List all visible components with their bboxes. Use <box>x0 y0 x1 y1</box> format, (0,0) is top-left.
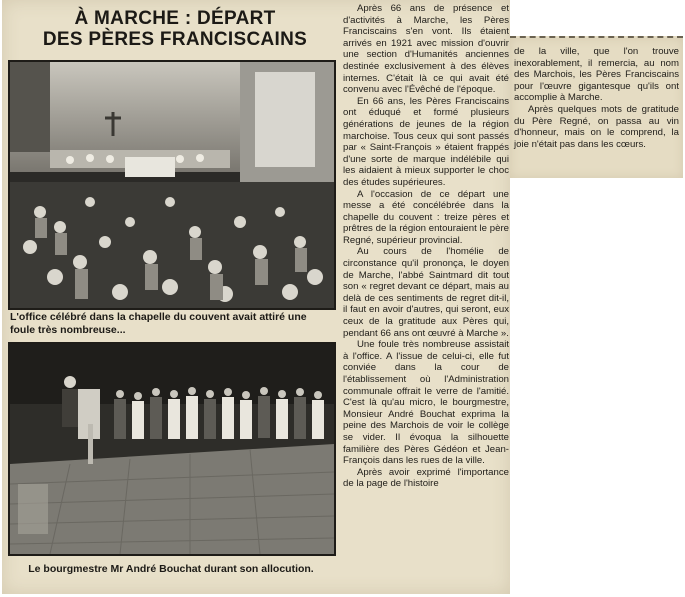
photo-1-caption: L'office célébré dans la chapelle du couvent avait attiré une foule très nombreuse... <box>10 311 307 336</box>
article-column-1 <box>343 3 509 490</box>
photo-chapel-mass <box>8 60 336 310</box>
article-continuation-paragraph: de la ville, que l'on trouve inexorablement, il remercia, au nom des Marchois, les Pères Franciscains pour l'œuvre gigantesque qu'ils ont accomplie à Marche. <box>514 46 679 104</box>
article-paragraph: Une foule très nombreuse assistait à l'office. A l'issue de celui-ci, elle fut conviée dans la cour de l'établissement où l'Administration communale offrait le verre de l'amitié. C'est là qu'au micro, le bourgmestre, Monsieur André Bouchat exprima la peine des Marchois de voir le collège se vider. Il évoqua la silhouette familière des Pères Gédéon et Jean-François dans les rues de la ville. <box>343 339 509 467</box>
headline <box>14 8 336 50</box>
headline-line-1: À MARCHE : DÉPART <box>74 8 276 29</box>
article-paragraph: Après 66 ans de présence et d'activités à Marche, les Pères Franciscains s'en vont. Ils étaient arrivés en 1921 avec mission d'ouvrir une section d'Humanités anciennes destinée exclusivement à des élèves internes. C'était là ce qui avait été convenu avec l'Évêché de l'époque. <box>343 3 509 96</box>
article-paragraph: En 66 ans, les Pères Franciscains ont éduqué et formé plusieurs générations de jeunes de la région marchoise. Tous ceux qui sont passés par « Saint-François » étaient frappés d'une sorte de marque indélébile qui les aidaient à mieux supporter le choc des études supérieures. <box>343 95 509 188</box>
headline-line-2: DES PÈRES FRANCISCAINS <box>42 29 308 50</box>
photo-2-caption: Le bourgmestre Mr André Bouchat durant son allocution. <box>28 563 314 575</box>
newspaper-clipping-main <box>2 0 510 594</box>
article-paragraph: A l'occasion de ce départ une messe a été concélébrée dans la chapelle du couvent : treize pères et prêtres de la région entouraient le père Regné, supérieur provincial. <box>343 188 509 246</box>
article-paragraph: Au cours de l'homélie de circonstance qu'il prononça, le doyen de Marche, l'abbé Saintmard dit tout son « regret devant ce départ, mais au delà de ces sentiments de regret dit-il, il faut en avoir d'autres, qui seront, eux ceux de la gratitude aux Pères qui, pendant 66 ans ont œuvré à Marche ». <box>343 246 509 339</box>
photo-mayor-speech <box>8 342 336 556</box>
article-column-2 <box>514 46 679 150</box>
article-continuation-paragraph: Après quelques mots de gratitude du Père Regné, on passa au vin d'honneur, mais on le comprend, la joie n'était pas dans les cœurs. <box>514 103 679 150</box>
article-paragraph: Après avoir exprimé l'importance de la page de l'histoire <box>343 466 509 490</box>
